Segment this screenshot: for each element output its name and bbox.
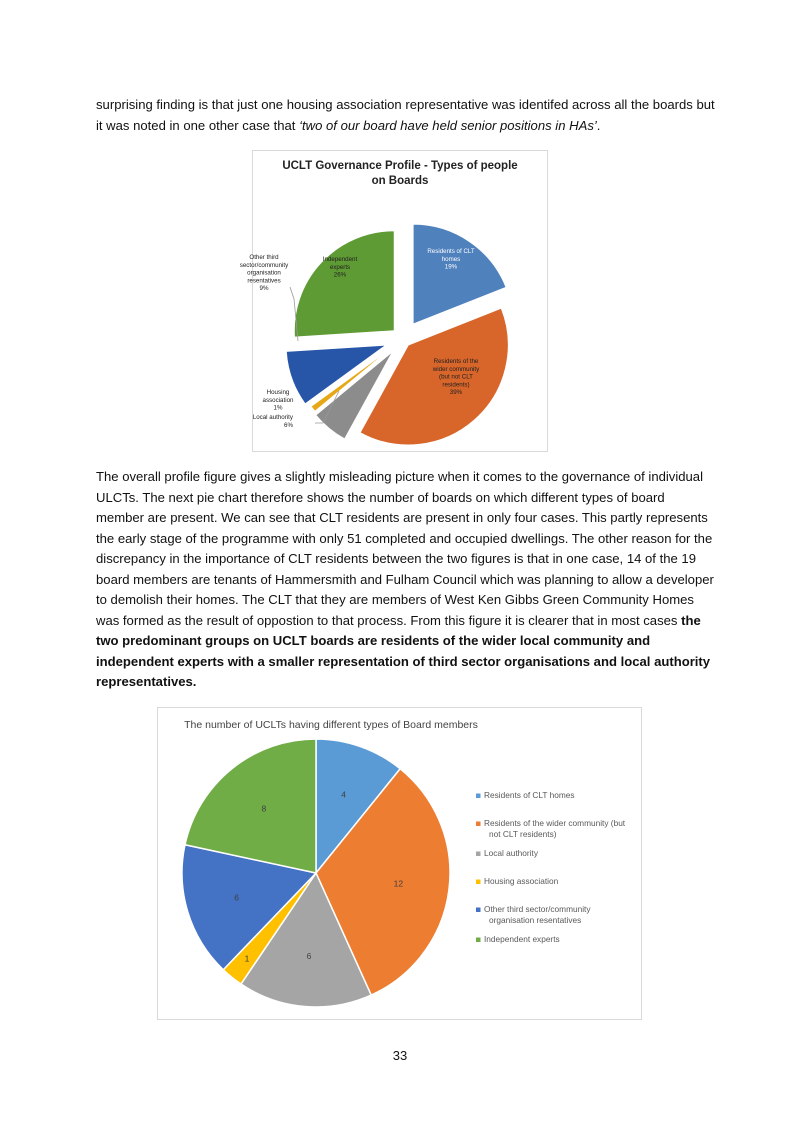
- uclt-board-members-pie-svg: [158, 708, 641, 1019]
- chart2-value-label-1: 12: [393, 878, 404, 889]
- chart2-legend-swatch-1: [476, 822, 481, 827]
- chart1-label-res-wider: Residents of the wider community (but not CLT residents) 39%: [432, 358, 480, 397]
- uclt-board-members-chart: [157, 707, 642, 1020]
- governance-profile-pie-svg: [239, 151, 547, 451]
- paragraph-1: [96, 95, 716, 136]
- chart2-legend-label-5: Independent experts: [484, 934, 560, 944]
- chart2-value-label-2: 6: [306, 950, 312, 961]
- chart1-slice-indep: [294, 231, 394, 337]
- chart2-legend-item-0: [476, 790, 575, 800]
- chart2-legend-swatch-4: [476, 908, 481, 913]
- chart2-value-label-0: 4: [341, 789, 347, 800]
- paragraph-2: [96, 467, 716, 693]
- chart2-legend-label-0: Residents of CLT homes: [484, 790, 575, 800]
- chart1-label-third-sector: Other third sector/community organisation resentatives 9%: [239, 254, 289, 293]
- chart2-legend-swatch-5: [476, 938, 481, 943]
- chart1-title-line2: on Boards: [371, 175, 429, 187]
- chart1-label-indep: Independent experts 26%: [322, 256, 358, 279]
- governance-profile-chart: [239, 150, 548, 452]
- paragraph-2-bold: the two predominant groups on UCLT boards are residents of the wider local community and independent experts with a smaller representation of third sector organisations and local authority representatives.: [96, 612, 711, 689]
- paragraph-2-text: The overall profile figure gives a slightly misleading picture when it comes to the governance of individual ULCTs. The next pie chart therefore shows the number of boards on which different types of board member are present. We can see that CLT residents are present in only four cases. This partly represents the early stage of the programme with only 51 completed and occupied dwellings. The other reason for the discrepancy in the importance of CLT residents between the two figures is that in one case, 14 of the 19 board members are tenants of Hammersmith and Fulham Council which was planning to allow a developer to demolish their homes. The CLT that they are members of West Ken Gibbs Green Community Homes was formed as the result of oppostion to that process. From this figure it is clearer that in most cases: [96, 469, 714, 628]
- paragraph-1-text: surprising finding is that just one housing association representative was identifed across all the boards but it was noted in one other case that: [96, 97, 715, 133]
- chart2-legend-item-5: [476, 934, 560, 944]
- page-number: 33: [392, 1048, 408, 1063]
- chart2-value-label-5: 8: [261, 803, 267, 814]
- chart1-label-local-auth: Local authority 6%: [252, 414, 293, 429]
- chart1-label-housing-assoc: Housing association 1%: [262, 389, 294, 412]
- paragraph-1-quote: ‘two of our board have held senior positions in HAs’: [299, 117, 597, 133]
- chart2-value-label-3: 1: [244, 953, 250, 964]
- chart2-legend-label-3: Housing association: [484, 876, 559, 886]
- chart2-value-label-4: 6: [234, 892, 239, 903]
- chart2-legend-swatch-3: [476, 880, 481, 885]
- chart1-slice-res-clt: [413, 224, 506, 324]
- chart2-title: The number of UCLTs having different types of Board members: [184, 719, 478, 731]
- chart2-legend-swatch-2: [476, 852, 481, 857]
- chart1-label-res-clt: Residents of CLT homes 19%: [427, 248, 475, 271]
- paragraph-1-end: .: [596, 117, 601, 133]
- chart2-legend-item-1: [476, 818, 626, 839]
- chart2-legend-label-2: Local authority: [484, 848, 538, 858]
- chart2-legend-label-4: Other third sector/community organisation resentatives: [484, 904, 591, 925]
- chart2-legend-item-3: [476, 876, 559, 886]
- chart2-legend-item-2: [476, 848, 539, 858]
- chart1-title-line1: UCLT Governance Profile - Types of people: [282, 160, 518, 172]
- chart2-legend-swatch-0: [476, 794, 481, 799]
- chart2-legend-item-4: [476, 904, 591, 925]
- chart2-legend-label-1: Residents of the wider community (but not CLT residents): [484, 818, 626, 839]
